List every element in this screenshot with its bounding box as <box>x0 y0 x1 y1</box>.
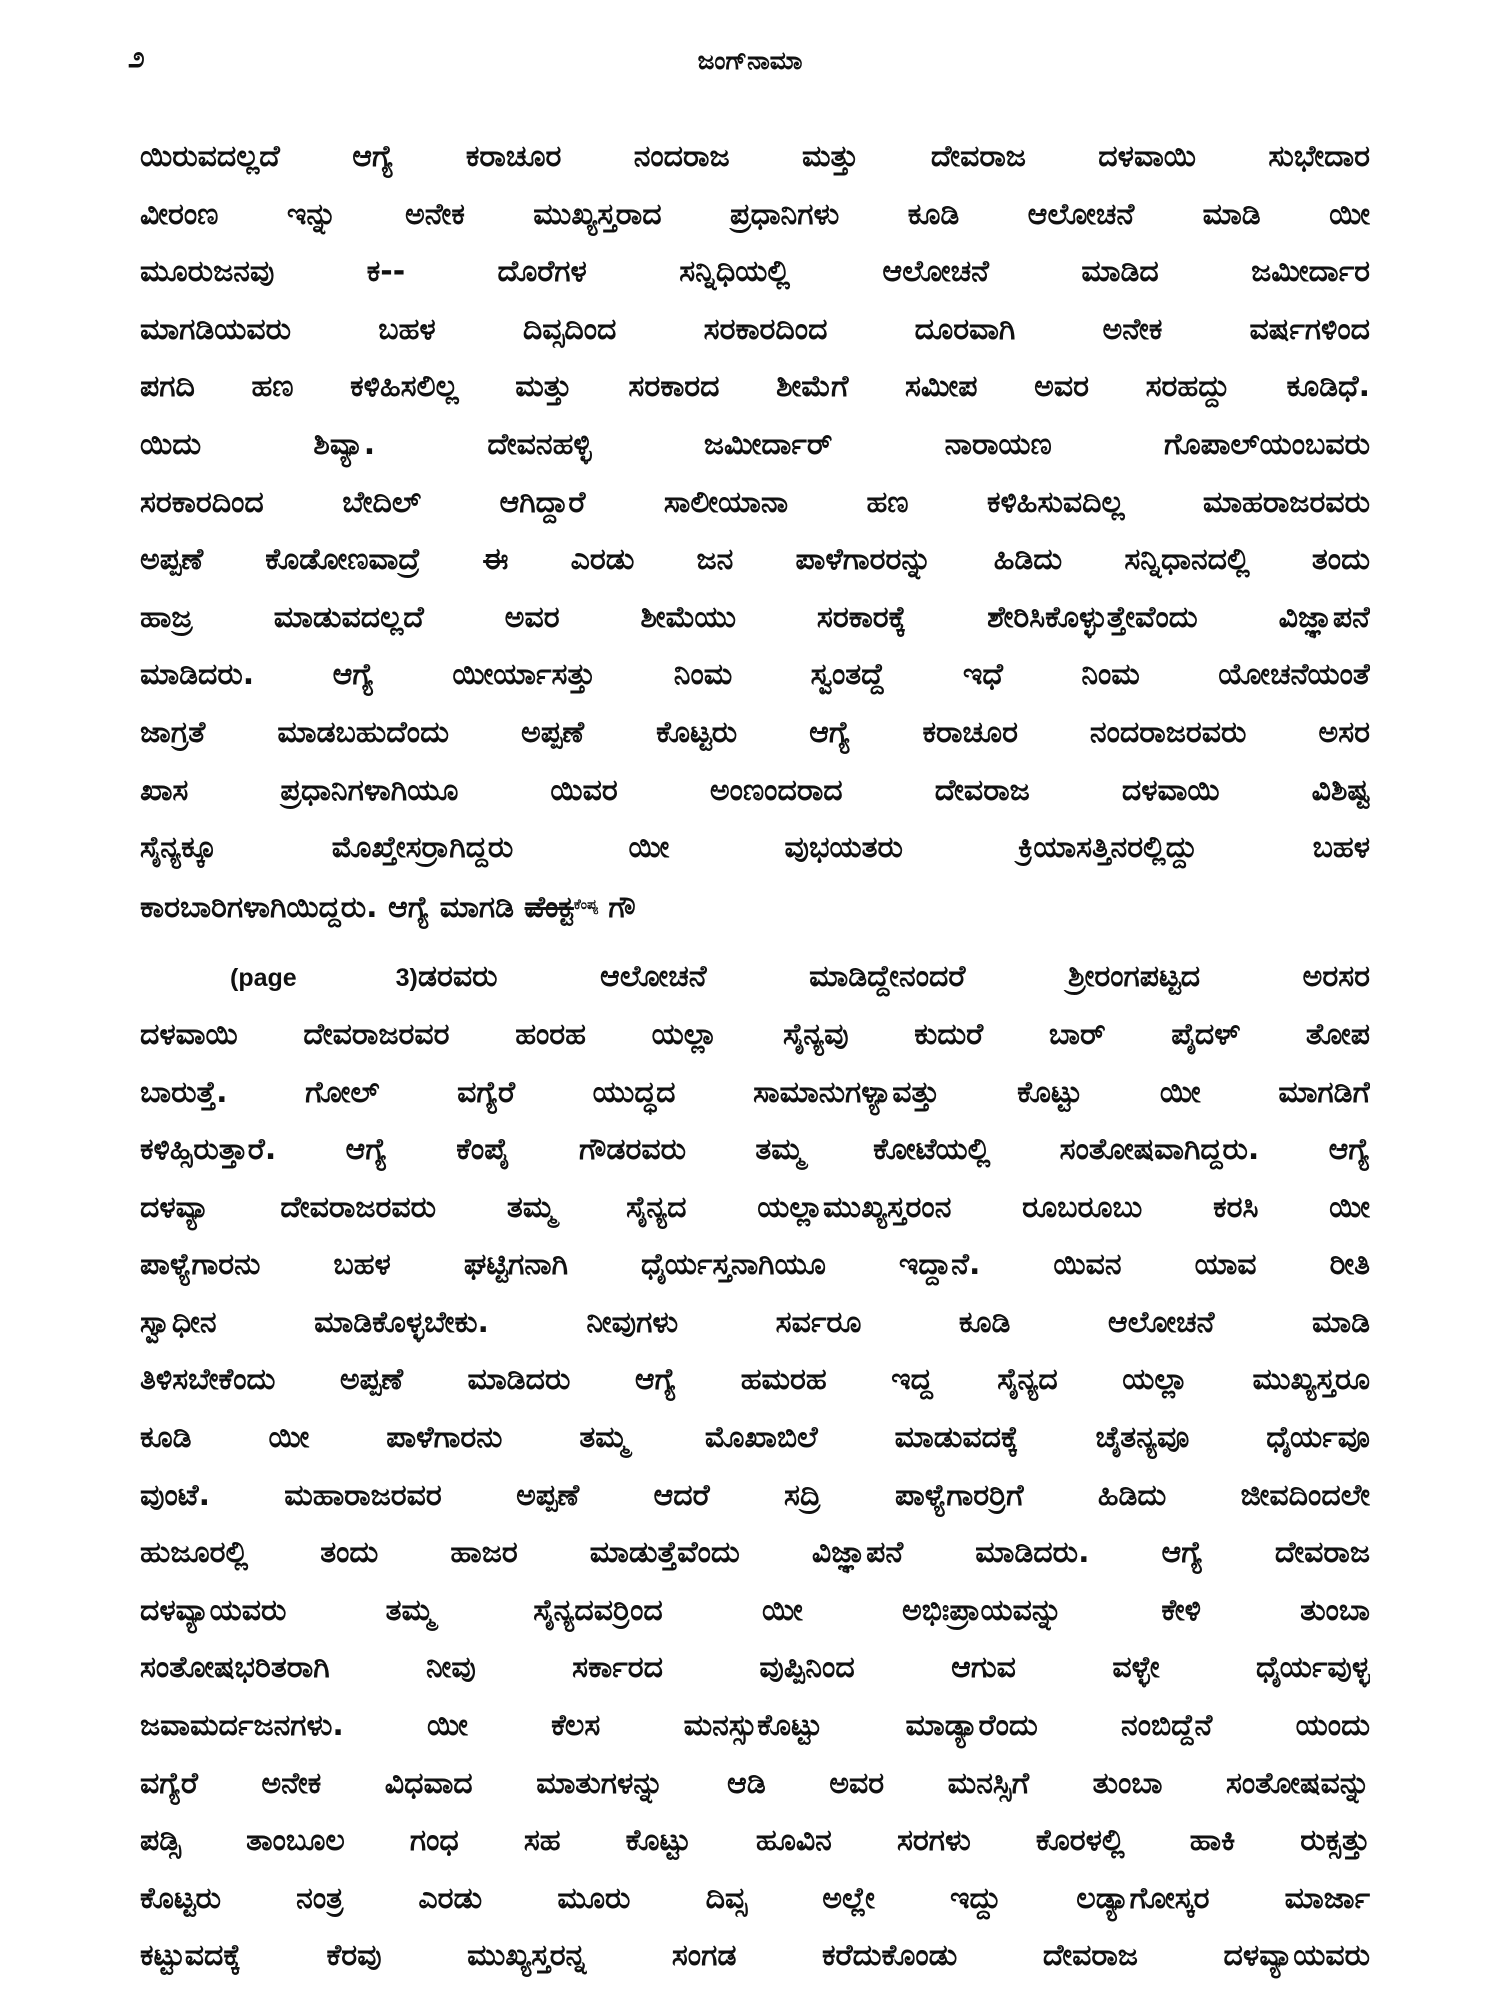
text-line: ಹಾಜ್ರ ಮಾಡುವದಲ್ಲದೆ ಅವರ ಶೀಮೆಯು ಸರಕಾರಕ್ಕೆ ಶೇರಿಸಿಕೊಳ್ಳುತ್ತೇವೆಂದು ವಿಜ್ಞಾಪನೆ <box>140 599 1370 635</box>
text-line: ಖಾಸ ಪ್ರಧಾನಿಗಳಾಗಿಯೂ ಯಿವರ ಅಂಣಂದರಾದ ದೇವರಾಜ ದಳವಾಯಿ ವಿಶಿಷ್ಟ <box>140 772 1370 808</box>
text-line: ದಳವಾಯಿ ದೇವರಾಜರವರ ಹಂರಹ ಯಲ್ಲಾ ಸೈನ್ಯವು ಕುದುರೆ ಬಾರ್ ಪೈದಳ್ ತೋಪ <box>140 1016 1370 1052</box>
paragraph-2 <box>140 948 1370 1985</box>
text-line: ವೀರಂಣ ಇನ್ನು ಅನೇಕ ಮುಖ್ಯಸ್ತರಾದ ಪ್ರಧಾನಿಗಳು ಕೂಡಿ ಆಲೋಚನೆ ಮಾಡಿ ಯೀ <box>140 196 1370 232</box>
text-line: ಸಂತೋಷಭರಿತರಾಗಿ ನೀವು ಸರ್ಕಾರದ ವುಪ್ಪಿನಿಂದ ಆಗುವ ವಳ್ಳೇ ಧೈರ್ಯವುಳ್ಳ <box>140 1650 1370 1686</box>
handwritten-correction: ಕೆಂಪ್ಯ <box>573 896 598 913</box>
paragraph-1 <box>140 128 1370 934</box>
text-line: ತಿಳಿಸಬೇಕೆಂದು ಅಪ್ಪಣೆ ಮಾಡಿದರು ಆಗ್ಯೆ ಹಮರಹ ಇದ್ದ ಸೈನ್ಯದ ಯಲ್ಲಾ ಮುಖ್ಯಸ್ತರೂ <box>140 1362 1370 1398</box>
text-line: ಪಡ್ಸಿ ತಾಂಬೂಲ ಗಂಧ ಸಹ ಕೊಟ್ಟು ಹೂವಿನ ಸರಗಳು ಕೊರಳಲ್ಲಿ ಹಾಕಿ ರುಕ್ಸತ್ತು <box>140 1823 1370 1859</box>
text-line: ಕಳಿಹ್ಸಿರುತ್ತಾರೆ. ಆಗ್ಯೆ ಕೆಂಪೈ ಗೌಡರವರು ತಮ್ಮ ಕೋಟೆಯಲ್ಲಿ ಸಂತೋಷವಾಗಿದ್ದರು. ಆಗ್ಯೆ <box>140 1132 1370 1168</box>
text-line: ಪಗದಿ ಹಣ ಕಳಿಹಿಸಲಿಲ್ಲ ಮತ್ತು ಸರಕಾರದ ಶೀಮೆಗೆ ಸಮೀಪ ಅವರ ಸರಹದ್ದು ಕೂಡಿಧೆ. <box>140 369 1370 405</box>
text-line: ಕಟ್ಟುವದಕ್ಕೆ ಕೆರವು ಮುಖ್ಯಸ್ತರನ್ನ ಸಂಗಡ ಕರೆದುಕೊಂಡು ದೇವರಾಜ ದಳವ್ಯಾಯವರು <box>140 1938 1370 1974</box>
text-line: ಮೂರುಜನವು ಕ-- ದೊರೆಗಳ ಸನ್ನಿಧಿಯಲ್ಲಿ ಆಲೋಚನೆ ಮಾಡಿದ ಜಮೀರ್ದಾರ <box>140 254 1370 290</box>
text-line: ಮಾಡಿದರು. ಆಗ್ಯೆ ಯೀರ್ಯಾಸತ್ತು ನಿಂಮ ಸ್ವಂತದ್ದೆ ಇಧೆ ನಿಂಮ ಯೋಚನೆಯಂತೆ <box>140 657 1370 693</box>
text-line: ಜವಾಮರ್ದಜನಗಳು. ಯೀ ಕೆಲಸ ಮನಸ್ಸುಕೊಟ್ಟು ಮಾಡ್ಯಾರೆಂದು ನಂಬಿದ್ದೆನೆ ಯಂದು <box>140 1708 1370 1744</box>
running-title: ಜಂಗ್‌ನಾಮಾ <box>697 46 803 75</box>
text-line: ಯಿದು ಶಿವ್ಯಾ. ದೇವನಹಳ್ಳಿ ಜಮೀರ್ದಾರ್ ನಾರಾಯಣ ಗೊಪಾಲ್‌ಯಂಬವರು <box>140 426 1370 462</box>
line-prefix: ಕಾರಬಾರಿಗಳಾಗಿಯಿದ್ದರು. ಆಗ್ಯೆ ಮಾಗಡಿ <box>140 889 515 925</box>
text-line: ವಗ್ಯೆರೆ ಅನೇಕ ವಿಧವಾದ ಮಾತುಗಳನ್ನು ಆಡಿ ಅವರ ಮನಸ್ಸಿಗೆ ತುಂಬಾ ಸಂತೋಷವನ್ನು <box>140 1765 1370 1801</box>
text-line: ದಳವ್ಯಾಯವರು ತಮ್ಮ ಸೈನ್ಯದವರ್ರಿಂದ ಯೀ ಅಭಿಃಪ್ರಾಯವನ್ನು ಕೇಳಿ ತುಂಬಾ <box>140 1592 1370 1628</box>
page-marker: (page 3) <box>230 964 418 993</box>
line-suffix: ಗೌ <box>608 889 636 925</box>
text-line-first <box>140 948 1370 1006</box>
struck-word: ವೆಂಕ್ಟ <box>524 889 574 925</box>
text-line: ಕೊಟ್ಟರು ನಂತ್ರ ಎರಡು ಮೂರು ದಿವ್ಸ ಅಲ್ಲೇ ಇದ್ದು ಲಡ್ಯಾಗೋಸ್ಕರ ಮಾರ್ಜಾ <box>140 1880 1370 1916</box>
line-rest: ಡರವರು ಆಲೋಚನೆ ಮಾಡಿದ್ದೇನಂದರೆ ಶ್ರೀರಂಗಪಟ್ಟದ ಅರಸರ <box>417 959 1370 995</box>
text-line: ಸೈನ್ಯಕ್ಕೂ ಮೊಖ್ತೇಸರ್ರಾಗಿದ್ದರು ಯೀ ವುಭಯತರು ಕ್ರಿಯಾಸತ್ತಿನರಲ್ಲಿದ್ದು ಬಹಳ <box>140 830 1370 866</box>
text-line: ದಳವ್ಯಾ ದೇವರಾಜರವರು ತಮ್ಮ ಸೈನ್ಯದ ಯಲ್ಲಾಮುಖ್ಯಸ್ತರಂನ ರೂಬರೂಬು ಕರಸಿ ಯೀ <box>140 1189 1370 1225</box>
text-line: ಜಾಗ್ರತೆ ಮಾಡಬಹುದೆಂದು ಅಪ್ಪಣೆ ಕೊಟ್ಟರು ಆಗ್ಯೆ ಕರಾಚೂರ ನಂದರಾಜರವರು ಅಸರ <box>140 714 1370 750</box>
text-line: ಯಿರುವದಲ್ಲದೆ ಆಗ್ಯೆ ಕರಾಚೂರ ನಂದರಾಜ ಮತ್ತು ದೇವರಾಜ ದಳವಾಯಿ ಸುಭೇದಾರ <box>140 139 1370 174</box>
text-line-with-correction <box>140 877 1370 935</box>
text-line: ಸರಕಾರದಿಂದ ಬೇದಿಲ್ ಆಗಿದ್ದಾರೆ ಸಾಲೀಯಾನಾ ಹಣ ಕಳಿಹಿಸುವದಿಲ್ಲ ಮಾಹರಾಜರವರು <box>140 484 1370 520</box>
text-line: ಕೂಡಿ ಯೀ ಪಾಳೆಗಾರನು ತಮ್ಮ ಮೊಖಾಬಿಲೆ ಮಾಡುವದಕ್ಕೆ ಚೈತನ್ಯವೂ ಧೈರ್ಯವೂ <box>140 1420 1370 1456</box>
text-line: ಬಾರುತ್ತೆ. ಗೋಲ್ ವಗ್ಯೆರೆ ಯುದ್ಧದ ಸಾಮಾನುಗಳ್ಯಾವತ್ತು ಕೊಟ್ಟು ಯೀ ಮಾಗಡಿಗೆ <box>140 1074 1370 1110</box>
page-number: ೨ <box>128 40 145 75</box>
text-line: ಹುಜೂರಲ್ಲಿ ತಂದು ಹಾಜರ ಮಾಡುತ್ತೆವೆಂದು ವಿಜ್ಞಾಪನೆ ಮಾಡಿದರು. ಆಗ್ಯೆ ದೇವರಾಜ <box>140 1535 1370 1571</box>
text-line: ಸ್ವಾಧೀನ ಮಾಡಿಕೊಳ್ಳಬೇಕು. ನೀವುಗಳು ಸರ್ವರೂ ಕೂಡಿ ಆಲೋಚನೆ ಮಾಡಿ <box>140 1304 1370 1340</box>
paragraph-gap <box>140 934 1370 948</box>
text-line: ವುಂಟೆ. ಮಹಾರಾಜರವರ ಅಪ್ಪಣೆ ಆದರೆ ಸದ್ರಿ ಪಾಳ್ಯೆಗಾರರ್ರಿಗೆ ಹಿಡಿದು ಜೀವದಿಂದಲೇ <box>140 1477 1370 1513</box>
text-line: ಪಾಳ್ಯೆಗಾರನು ಬಹಳ ಘಟ್ಟಿಗನಾಗಿ ಧೈರ್ಯಸ್ತನಾಗಿಯೂ ಇದ್ದಾನೆ. ಯಿವನ ಯಾವ ರೀತಿ <box>140 1247 1370 1283</box>
body-text <box>140 128 1370 1985</box>
text-line: ಮಾಗಡಿಯವರು ಬಹಳ ದಿವ್ಸದಿಂದ ಸರಕಾರದಿಂದ ದೂರವಾಗಿ ಅನೇಕ ವರ್ಷಗಳಿಂದ <box>140 311 1370 347</box>
text-line: ಅಪ್ಪಣೆ ಕೊಡೋಣವಾದ್ರೆ ಈ ಎರಡು ಜನ ಪಾಳೆಗಾರರನ್ನು ಹಿಡಿದು ಸನ್ನಿಧಾನದಲ್ಲಿ ತಂದು <box>140 542 1370 578</box>
